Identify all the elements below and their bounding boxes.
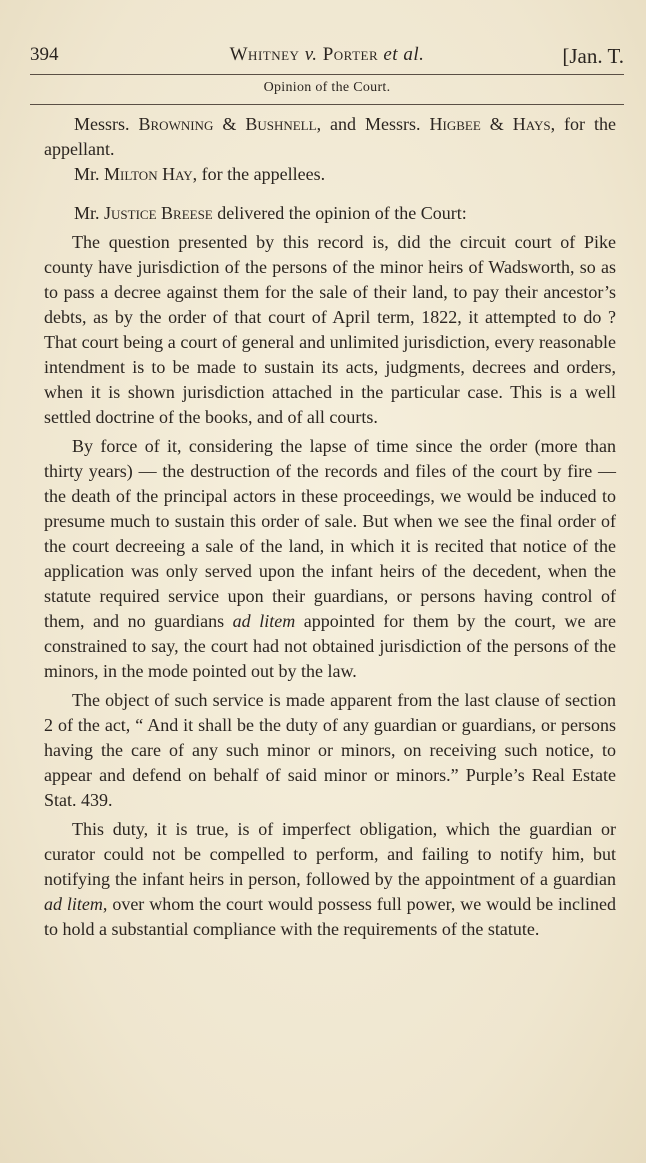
section-subhead: Opinion of the Court. <box>263 80 391 95</box>
paragraph-2-text-a: By force of it, considering the lapse of time since the order (more than thirty years) — the destruction of the records and files of the court by fire — the death of the principal actors in these proceedings, we would be induced to presume much to sustain this order of sale. But when we see the final order of the court decreeing a sale of the land, in which it is recited that notice of the application was only served upon the infant heirs of the decedent, when the statute required service upon their guardians, or persons having control of them, and no guardians <box>44 436 616 631</box>
opinion-intro-text: delivered the opinion of the Court: <box>212 203 467 223</box>
counsel-prefix: Messrs. <box>74 114 130 134</box>
counsel-ampersand: & <box>222 114 237 134</box>
counsel-name-browning: Browning <box>138 114 214 134</box>
counsel-name-higbee: Higbee <box>429 114 481 134</box>
counsel-ampersand: & <box>489 114 504 134</box>
counsel-connector: , and Messrs. <box>316 114 421 134</box>
counsel-name-bushnell: Bushnell <box>245 114 317 134</box>
opinion-paragraph-3: The object of such service is made apparent from the last clause of section 2 of the act, “ And it shall be the duty of any guardian or guardians, or persons having the care of any such minor or minors, on receiving such notice, to appear and defend on behalf of said minor or minors.” Purple’s Real Estate Stat. 439. <box>44 690 616 810</box>
opinion-paragraph-4 <box>44 817 616 942</box>
paragraph-4-text-a: This duty, it is true, is of imperfect obligation, which the guardian or curator could not be compelled to perform, and failing to notify him, but notifying the infant heirs in person, followed by the appointment of a guardian <box>44 819 616 889</box>
case-title <box>30 44 624 66</box>
paragraph-4-latin-term: ad litem <box>44 894 103 914</box>
header-rule-bottom <box>30 104 624 105</box>
opinion-paragraph-2 <box>44 434 616 684</box>
page-body <box>44 110 616 942</box>
counsel-name-hays: Hays <box>512 114 551 134</box>
case-title-versus: v. <box>304 44 318 65</box>
paragraph-4-text-b: , over whom the court would possess full power, we would be inclined to hold a substantial compliance with the requirements of the statute. <box>44 894 616 939</box>
case-title-party-2: Porter <box>322 44 379 65</box>
header-rule-top <box>30 74 624 75</box>
paragraph-2-text-b: appointed for them by the court, we are constrained to say, the court had not obtained jurisdiction of the persons of the minors, in the mode pointed out by the law. <box>44 611 616 681</box>
counsel-role: , for the appellees. <box>192 164 326 184</box>
counsel-appellant <box>44 112 616 162</box>
case-title-party-1: Whitney <box>229 44 300 65</box>
paragraph-2-latin-term: ad litem <box>232 611 296 631</box>
counsel-prefix: Mr. <box>74 164 100 184</box>
counsel-appellees <box>44 162 616 187</box>
counsel-name-milton-hay: Milton Hay <box>104 164 193 184</box>
justice-name: Justice Breese <box>104 203 213 223</box>
justice-prefix: Mr. <box>74 203 100 223</box>
counsel-role: , for the appellant. <box>44 114 617 159</box>
term-label: [Jan. T. <box>562 44 624 68</box>
opinion-intro <box>44 201 616 226</box>
opinion-paragraph-1: The question presented by this record is, did the circuit court of Pike county have jurisdiction of the persons of the minor heirs of Wadsworth, so as to pass a decree against them for the sale of their land, to pay their ancestor’s debts, as by the order of that court of April term, 1822, it attempted to do ? That court being a court of general and unlimited jurisdiction, every reasonable intendment is to be made to sustain its acts, judgments, decrees and orders, when it is shown jurisdiction attached in the particular case. This is a well settled doctrine of the books, and of all courts. <box>44 232 616 427</box>
page-number: 394 <box>30 44 59 65</box>
running-head <box>30 42 624 78</box>
case-title-et-al: et al. <box>383 44 425 65</box>
